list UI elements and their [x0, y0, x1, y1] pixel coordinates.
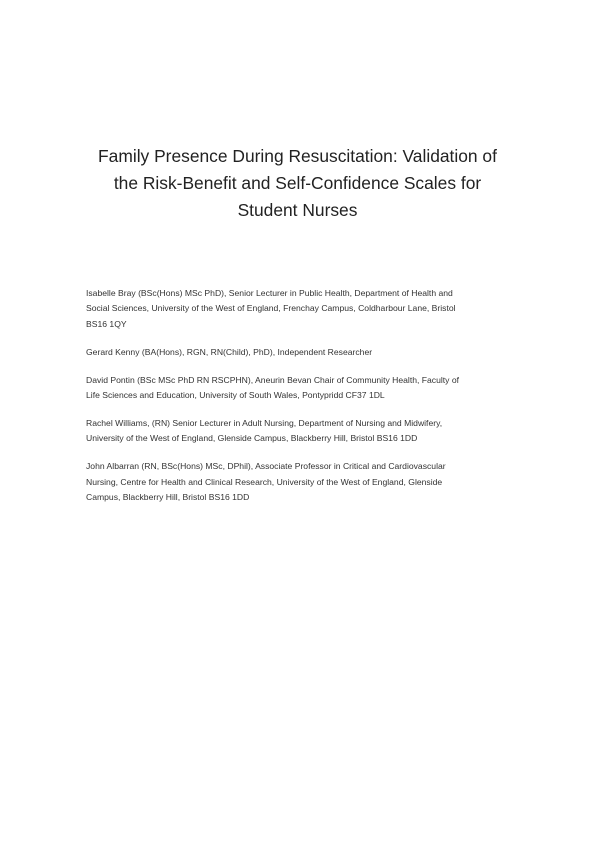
affiliation-line: University of the West of England, Glenside Campus, Blackberry Hill, Bristol BS16 1DD: [86, 433, 418, 444]
affiliation-line: Social Sciences, University of the West of England, Frenchay Campus, Coldharbour Lane, Bristol: [86, 303, 456, 314]
author-affiliation-albarran: [86, 459, 516, 505]
author-affiliation-pontin: [86, 373, 516, 404]
affiliation-line: Campus, Blackberry Hill, Bristol BS16 1DD: [86, 492, 250, 503]
affiliation-line: Life Sciences and Education, University of South Wales, Pontypridd CF37 1DL: [86, 390, 385, 401]
title-line: Family Presence During Resuscitation: Validation of: [98, 146, 497, 166]
affiliation-line: Nursing, Centre for Health and Clinical Research, University of the West of England, Glenside: [86, 476, 443, 487]
affiliation-line: Gerard Kenny (BA(Hons), RGN, RN(Child), PhD), Independent Researcher: [86, 346, 373, 357]
affiliation-line: David Pontin (BSc MSc PhD RN RSCPHN), Aneurin Bevan Chair of Community Health, Faculty of: [86, 374, 460, 385]
affiliation-line: John Albarran (RN, BSc(Hons) MSc, DPhil), Associate Professor in Critical and Cardiovascular: [86, 461, 446, 472]
author-list: [86, 286, 516, 518]
affiliation-line: BS16 1QY: [86, 318, 127, 329]
document-title: [70, 143, 525, 224]
author-affiliation-williams: [86, 416, 516, 447]
affiliation-line: Isabelle Bray (BSc(Hons) MSc PhD), Senior Lecturer in Public Health, Department of Health and: [86, 288, 453, 298]
title-line: the Risk-Benefit and Self-Confidence Scales for: [113, 173, 482, 193]
author-affiliation-bray: [86, 286, 516, 332]
title-line: Student Nurses: [237, 200, 358, 220]
affiliation-line: Rachel Williams, (RN) Senior Lecturer in Adult Nursing, Department of Nursing and Midwifery,: [86, 417, 443, 428]
author-affiliation-kenny: [86, 345, 516, 360]
